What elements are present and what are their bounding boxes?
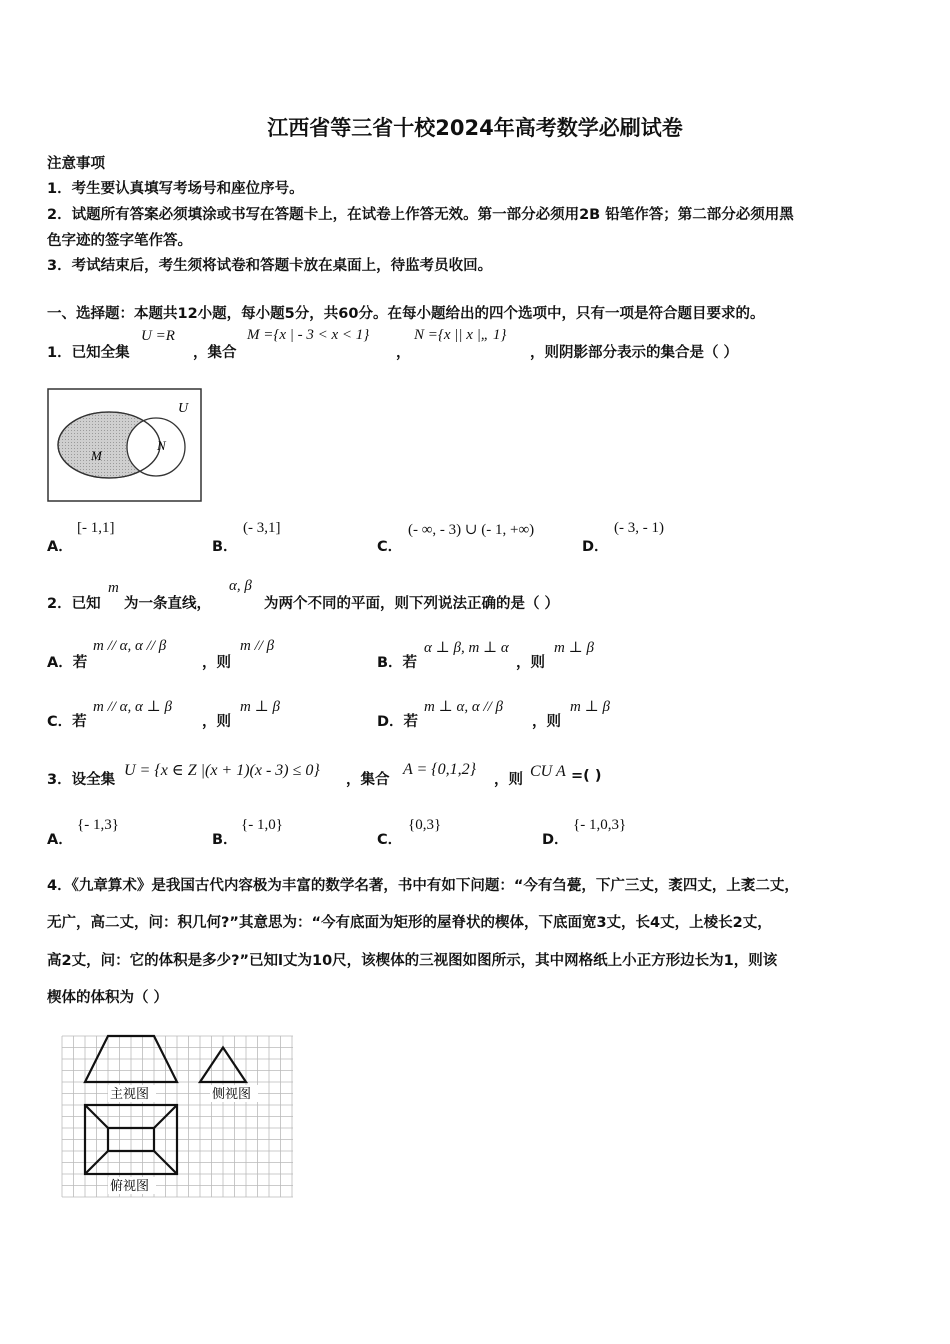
three-view-figure xyxy=(58,1032,298,1202)
q1-option-a-letter[interactable]: A． xyxy=(47,539,73,555)
q1-option-d-value: (- 3, - 1) xyxy=(614,520,664,536)
notice-item-2: 2．试题所有答案必须填涂或书写在答题卡上，在试卷上作答无效。第一部分必须用2B 铅笔作答；第二部分必须用黑 xyxy=(47,207,794,223)
page-title: 江西省等三省十校2024年高考数学必刷试卷 xyxy=(267,116,683,140)
notice-item-3: 3．考试结束后，考生须将试卷和答题卡放在桌面上，待监考员收回。 xyxy=(47,258,493,274)
q3-prefix: 3．设全集 xyxy=(47,772,116,788)
venn-label-n: N xyxy=(157,438,166,453)
q1-option-c-value: (- ∞, - 3) ∪ (- 1, +∞) xyxy=(408,522,535,538)
q2-option-c-letter[interactable]: C．若 xyxy=(47,714,87,730)
q4-line-3: 高2丈，问：它的体积是多少?”已知l丈为10尺，该楔体的三视图如图所示，其中网格纸上小正方形边长为1，则该 xyxy=(47,953,778,969)
venn-label-m: M xyxy=(91,448,102,463)
q2-option-c-result: m ⊥ β xyxy=(240,699,280,715)
q3-question: =( ) xyxy=(571,768,602,784)
q2-option-b-cond: α ⊥ β, m ⊥ α xyxy=(424,640,509,656)
q2-option-a-letter[interactable]: A．若 xyxy=(47,655,88,671)
q2-option-c-cond: m // α, α ⊥ β xyxy=(93,699,172,715)
q1-question: ，则阴影部分表示的集合是（ ） xyxy=(530,345,739,361)
venn-diagram xyxy=(47,388,203,504)
q3-option-b-value: {- 1,0} xyxy=(241,817,283,833)
q3-option-d-letter[interactable]: D． xyxy=(542,832,569,848)
q2-option-a-cond: m // α, α // β xyxy=(93,638,167,654)
q2-option-c-then: ，则 xyxy=(202,714,231,730)
q1-comma: ， xyxy=(396,345,411,361)
notice-heading: 注意事项 xyxy=(47,156,105,172)
q1-set-n: N ={x || x |„ 1} xyxy=(414,327,507,343)
q2-mid-text: 为一条直线， xyxy=(124,596,211,612)
q2-planes: α, β xyxy=(229,578,252,594)
q3-option-c-letter[interactable]: C． xyxy=(377,832,403,848)
top-view-label: 俯视图 xyxy=(110,1178,150,1193)
q1-prefix: 1．已知全集 xyxy=(47,345,130,361)
q3-then: ，则 xyxy=(494,772,523,788)
q4-line-4: 楔体的体积为（ ） xyxy=(47,990,169,1006)
q2-option-d-cond: m ⊥ α, α // β xyxy=(424,699,503,715)
q2-option-d-result: m ⊥ β xyxy=(570,699,610,715)
q2-option-b-result: m ⊥ β xyxy=(554,640,594,656)
q2-prefix: 2．已知 xyxy=(47,596,101,612)
notice-item-1: 1．考生要认真填写考场号和座位序号。 xyxy=(47,181,304,197)
q2-option-d-then: ，则 xyxy=(532,714,561,730)
q1-option-b-value: (- 3,1] xyxy=(243,520,281,536)
section-heading: 一、选择题：本题共12小题，每小题5分，共60分。在每小题给出的四个选项中，只有一项是符合题目要求的。 xyxy=(47,306,765,322)
q2-option-a-result: m // β xyxy=(240,638,275,654)
q4-line-2: 无广，高二丈，问：积几何?”其意思为：“今有底面为矩形的屋脊状的楔体，下底面宽3丈，长4丈，上棱长2丈， xyxy=(47,915,772,931)
q2-question: 为两个不同的平面，则下列说法正确的是（ ） xyxy=(264,596,560,612)
notice-item-2-cont: 色字迹的签字笔作答。 xyxy=(47,233,192,249)
q2-option-a-then: ，则 xyxy=(202,655,231,671)
q2-line-m: m xyxy=(108,580,119,596)
q1-set-m: M ={x | - 3 < x < 1} xyxy=(247,327,370,343)
q1-option-b-letter[interactable]: B． xyxy=(212,539,238,555)
q3-complement: CU A xyxy=(530,763,566,780)
q2-option-d-letter[interactable]: D．若 xyxy=(377,714,419,730)
q3-set-a: A = {0,1,2} xyxy=(403,761,477,778)
q3-option-c-value: {0,3} xyxy=(408,817,442,833)
venn-label-u: U xyxy=(178,401,189,416)
q3-option-a-letter[interactable]: A． xyxy=(47,832,73,848)
q1-option-a-value: [- 1,1] xyxy=(77,520,115,536)
q1-mid-text: ，集合 xyxy=(193,345,237,361)
q3-option-d-value: {- 1,0,3} xyxy=(573,817,627,833)
q3-option-b-letter[interactable]: B． xyxy=(212,832,238,848)
q3-option-a-value: {- 1,3} xyxy=(77,817,119,833)
side-view-label: 侧视图 xyxy=(212,1086,252,1101)
q3-mid-text: ，集合 xyxy=(346,772,390,788)
q1-option-c-letter[interactable]: C． xyxy=(377,539,403,555)
q3-set-u: U = {x ∈ Z |(x + 1)(x - 3) ≤ 0} xyxy=(124,762,320,779)
front-view-label: 主视图 xyxy=(110,1086,150,1101)
q1-option-d-letter[interactable]: D． xyxy=(582,539,609,555)
q2-option-b-then: ，则 xyxy=(516,655,545,671)
q1-universal-set: U =R xyxy=(141,328,175,344)
q2-option-b-letter[interactable]: B．若 xyxy=(377,655,418,671)
q4-line-1: 4．《九章算术》是我国古代内容极为丰富的数学名著，书中有如下问题：“今有刍甍，下广三丈，袤四丈，上袤二丈， xyxy=(47,878,799,894)
